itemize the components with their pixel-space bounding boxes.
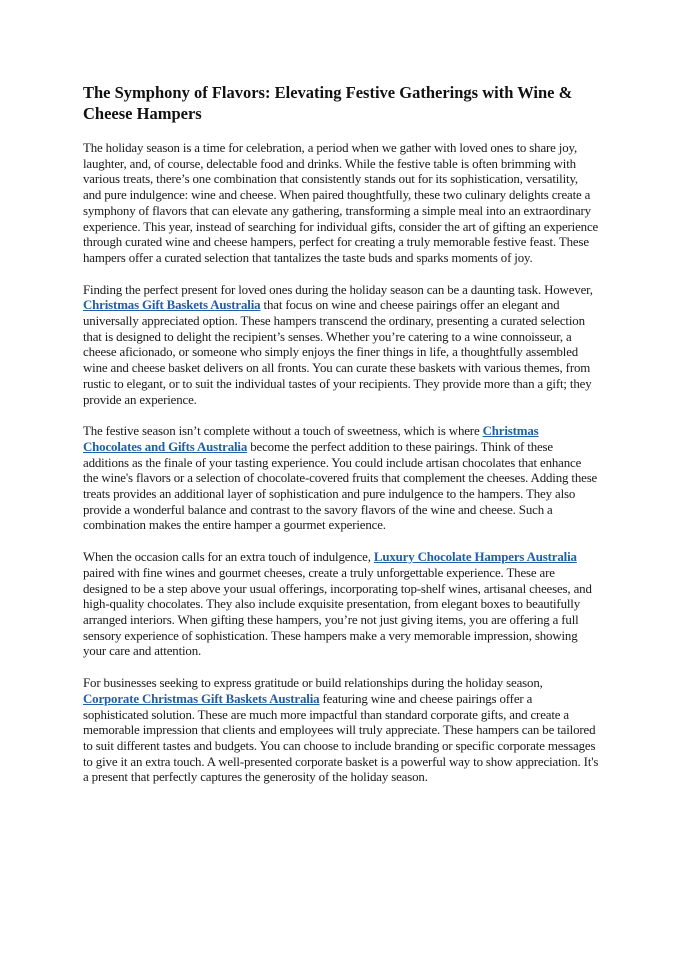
- paragraph-text: paired with fine wines and gourmet cheeses, create a truly unforgettable experience. These are designed to be a step above your usual offerings, incorporating top-shelf wines, artisanal cheeses, and high-quality chocolates. They also include exquisite presentation, from elegant boxes to beautifully arranged interiors. When gifting these hampers, you’re not just giving items, you are offering a full sensory experience of sophistication. These hampers make a very memorable impression, showing your care and attention.: [83, 565, 592, 659]
- paragraph-text: featuring wine and cheese pairings offer a sophisticated solution. These are much more impactful than standard corporate gifts, and create a memorable impression that clients and employees will truly appreciate. These hampers can be tailored to suit different tastes and budgets. You can choose to include branding or specific corporate messages to give it an extra touch. A well-presented corporate basket is a powerful way to show appreciation. It's a present that perfectly captures the generosity of the holiday season.: [83, 691, 599, 785]
- paragraph-text: When the occasion calls for an extra touch of indulgence,: [83, 550, 374, 565]
- paragraph-text: The holiday season is a time for celebration, a period when we gather with loved ones to share joy, laughter, and, of course, delectable food and drinks. While the festive table is often brimming with various treats, there’s one combination that consistently stands out for its sophistication, versatility, and pure indulgence: wine and cheese. When paired thoughtfully, these two culinary delights create a symphony of flavors that can elevate any gathering, transforming a simple meal into an extraordinary experience. This year, instead of searching for individual gifts, consider the art of gifting an experience through curated wine and cheese hampers, perfect for creating a truly memorable festive feast. These hampers offer a curated selection that tantalizes the taste buds and sparks moments of joy.: [83, 141, 599, 265]
- paragraph-text: The festive season isn’t complete without a touch of sweetness, which is where: [83, 424, 483, 439]
- paragraph-text: become the perfect addition to these pairings. Think of these additions as the finale of your tasting experience. You could include artisan chocolates that enhance the wine's flavors or a selection of chocolate-covered fruits that complement the cheeses. Adding these treats provides an additional layer of sophistication and pure indulgence to the hampers. They also provide a wonderful balance and contrast to the savory flavors of the wine and cheese. Such a combination makes the entire hamper a gourmet experience.: [83, 439, 598, 533]
- document-page: [83, 82, 599, 802]
- link-christmas-gift-baskets[interactable]: Christmas Gift Baskets Australia: [83, 298, 261, 313]
- link-luxury-chocolate-hampers[interactable]: Luxury Chocolate Hampers Australia: [373, 550, 577, 565]
- paragraph-text: For businesses seeking to express gratitude or build relationships during the holiday season,: [83, 676, 543, 691]
- link-corporate-gift-baskets[interactable]: Corporate Christmas Gift Baskets Australia: [83, 691, 320, 706]
- paragraph-text: that focus on wine and cheese pairings offer an elegant and universally appreciated option. These hampers transcend the ordinary, presenting a curated selection that is designed to delight the recipient’s senses. Whether you’re catering to a wine connoisseur, a cheese aficionado, or someone who simply enjoys the finer things in life, a thoughtfully assembled wine and cheese basket delivers on all fronts. You can curate these baskets with various themes, from rustic to elegant, or to suit the individual tastes of your recipients. They provide more than a gift; they provide an experience.: [83, 298, 592, 407]
- paragraph-chocolates: [83, 424, 599, 534]
- paragraph-gift-baskets: [83, 283, 599, 409]
- paragraph-text: Finding the perfect present for loved ones during the holiday season can be a daunting task. However,: [83, 282, 593, 297]
- paragraph-luxury-hampers: [83, 550, 599, 660]
- document-title: The Symphony of Flavors: Elevating Festive Gatherings with Wine & Cheese Hampers: [83, 83, 573, 123]
- paragraph-corporate: [83, 676, 599, 786]
- paragraph-intro: [83, 141, 599, 267]
- link-christmas-chocolates[interactable]: Christmas Chocolates and Gifts Australia: [83, 424, 539, 454]
